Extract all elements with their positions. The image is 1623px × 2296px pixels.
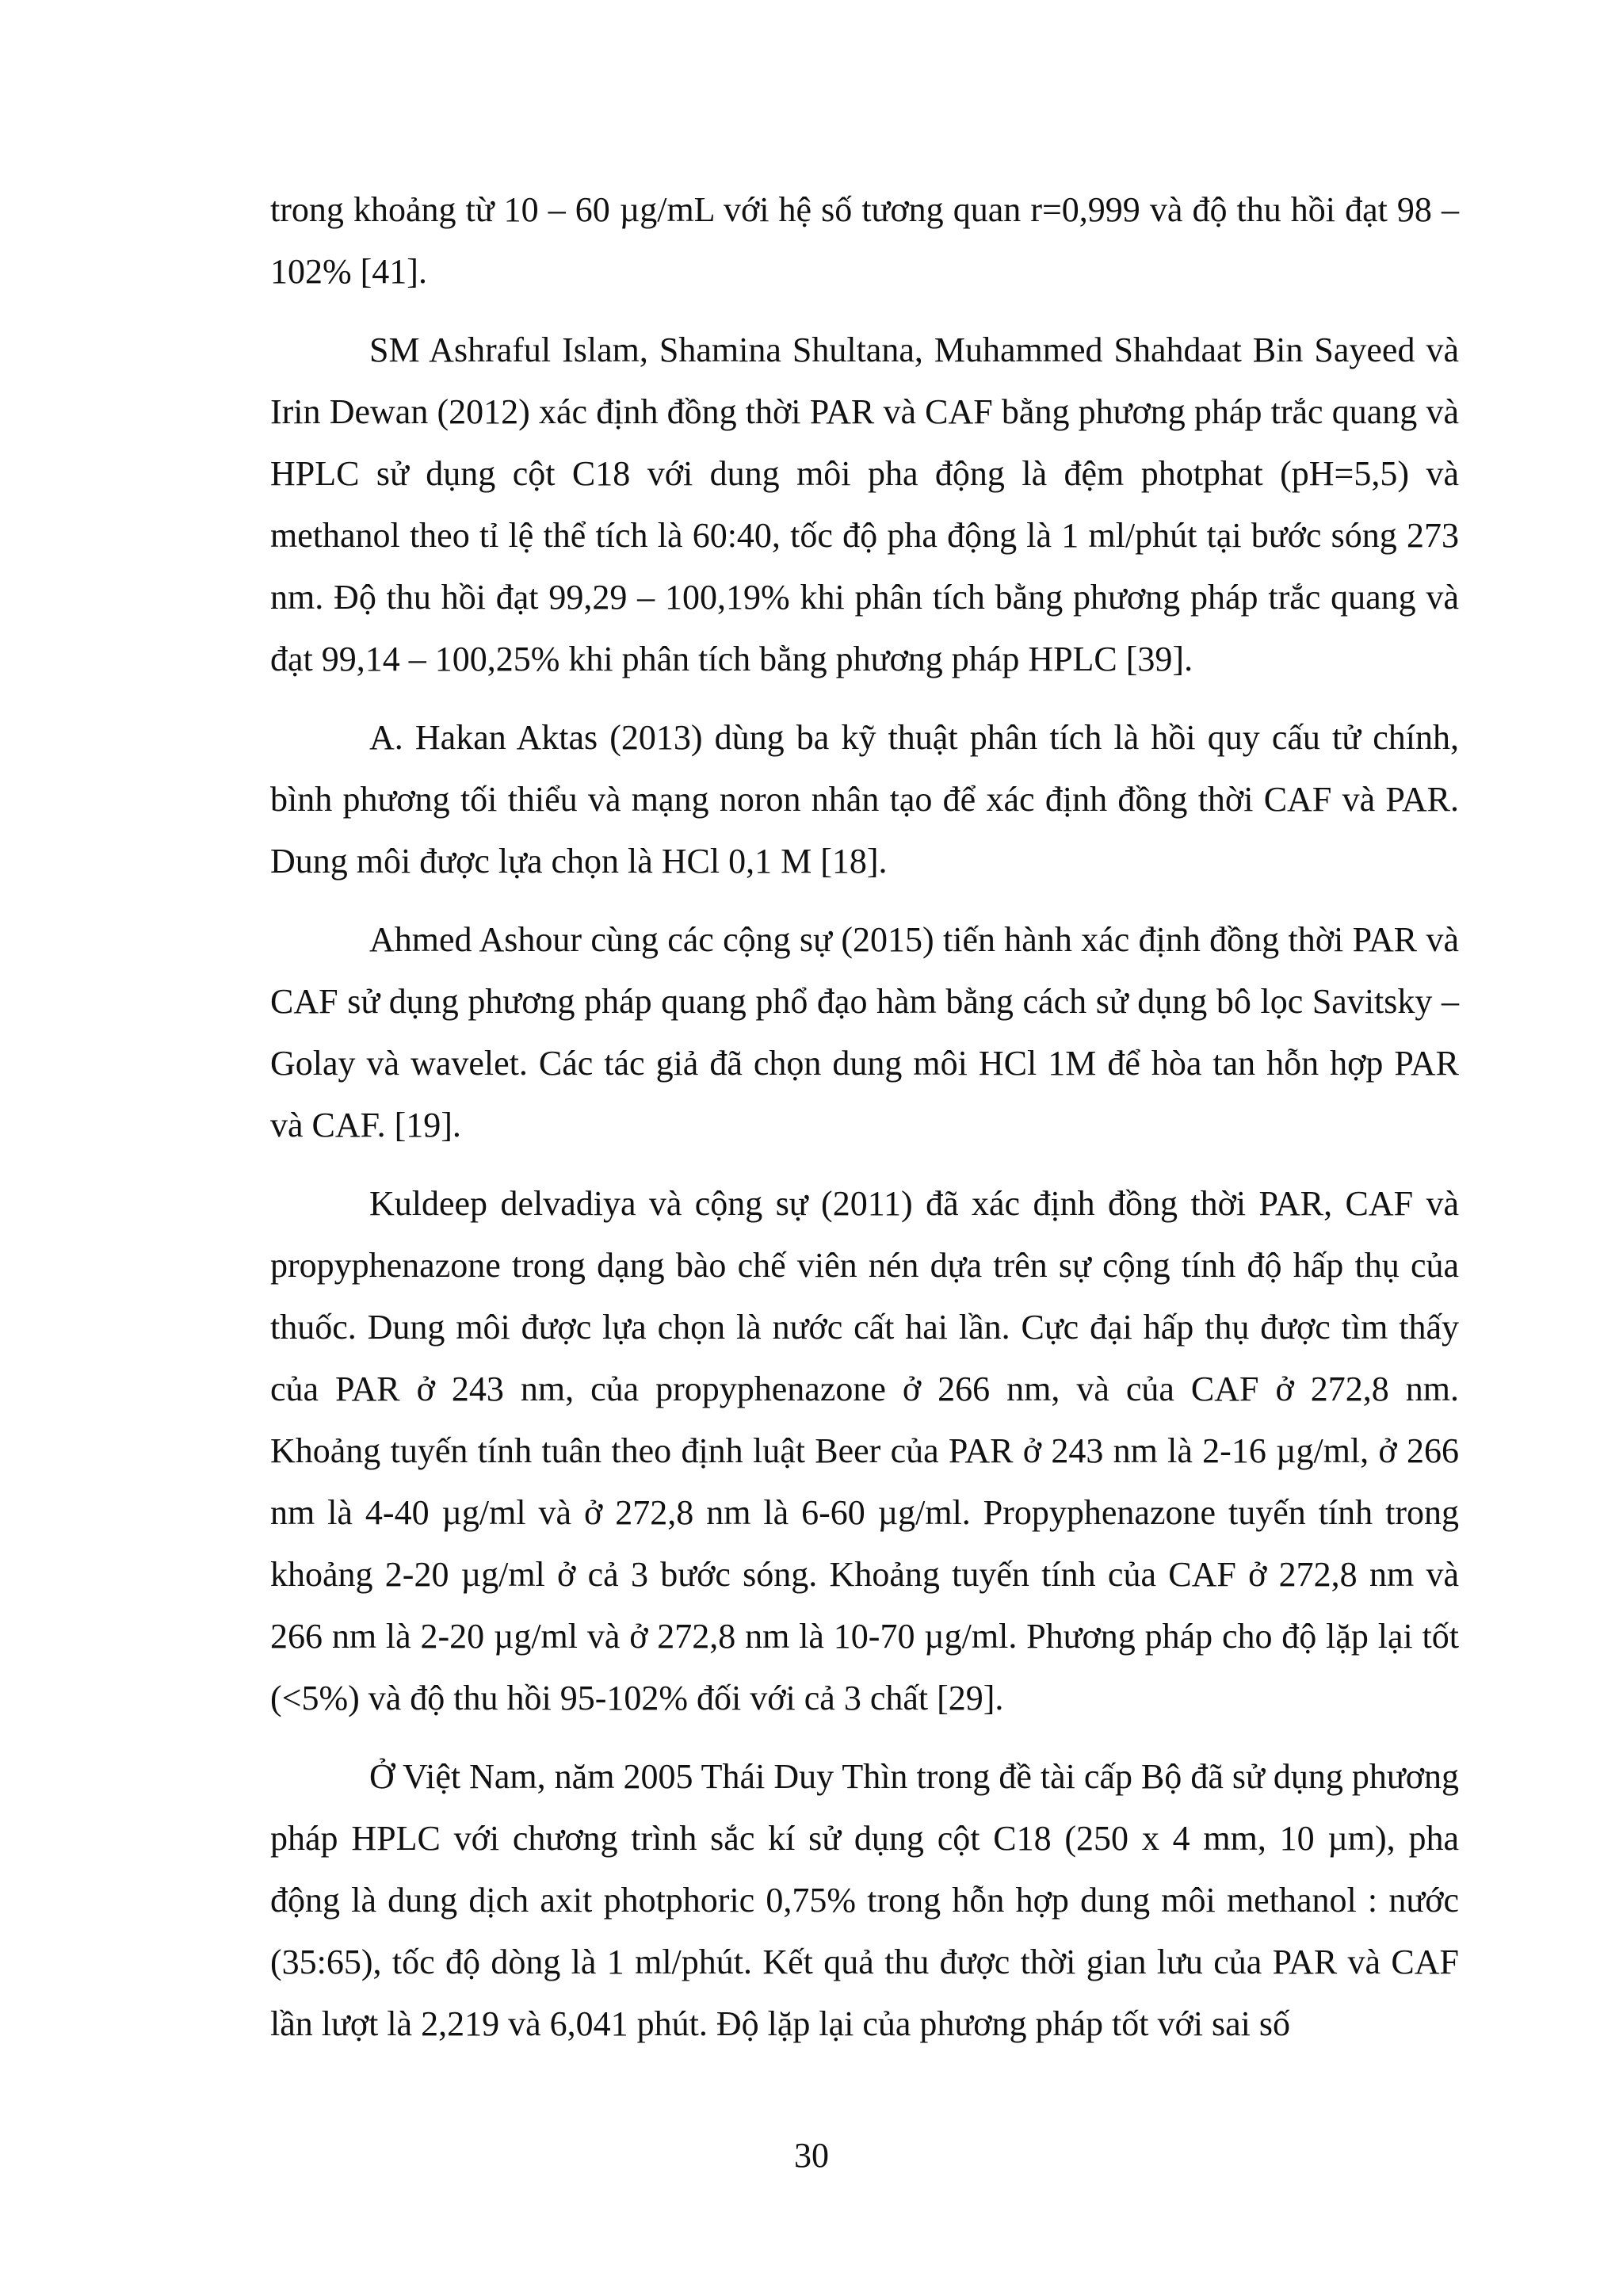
page-number: 30 bbox=[794, 2136, 829, 2175]
paragraph-vietnam-2005: Ở Việt Nam, năm 2005 Thái Duy Thìn trong đề tài cấp Bộ đã sử dụng phương pháp HPLC với chương trình sắc kí sử dụng cột C18 (250 x 4 mm, 10 µm), pha động là dung dịch axit photphoric 0,75% trong hỗn hợp dung môi methanol : nước (35:65), tốc độ dòng là 1 ml/phút. Kết quả thu được thời gian lưu của PAR và CAF lần lượt là 2,219 và 6,041 phút. Độ lặp lại của phương pháp tốt với sai số bbox=[270, 1757, 1459, 2043]
paragraph-continuation: trong khoảng từ 10 – 60 µg/mL với hệ số tương quan r=0,999 và độ thu hồi đạt 98 – 102% [41]. bbox=[270, 190, 1459, 291]
paragraph-aktas-2013: A. Hakan Aktas (2013) dùng ba kỹ thuật phân tích là hồi quy cấu tử chính, bình phương tối thiểu và mạng noron nhân tạo để xác định đồng thời CAF và PAR. Dung môi được lựa chọn là HCl 0,1 M [18]. bbox=[270, 718, 1459, 881]
paragraph-islam-2012: SM Ashraful Islam, Shamina Shultana, Muhammed Shahdaat Bin Sayeed và Irin Dewan (2012) xác định đồng thời PAR và CAF bằng phương pháp trắc quang và HPLC sử dụng cột C18 với dung môi pha động là đệm photphat (pH=5,5) và methanol theo tỉ lệ thể tích là 60:40, tốc độ pha động là 1 ml/phút tại bước sóng 273 nm. Độ thu hồi đạt 99,29 – 100,19% khi phân tích bằng phương pháp trắc quang và đạt 99,14 – 100,25% khi phân tích bằng phương pháp HPLC [39]. bbox=[270, 330, 1459, 678]
paragraph-ashour-2015: Ahmed Ashour cùng các cộng sự (2015) tiến hành xác định đồng thời PAR và CAF sử dụng phương pháp quang phổ đạo hàm bằng cách sử dụng bô lọc Savitsky – Golay và wavelet. Các tác giả đã chọn dung môi HCl 1M để hòa tan hỗn hợp PAR và CAF. [19]. bbox=[270, 920, 1459, 1144]
body-text bbox=[270, 179, 1459, 2055]
paragraph-delvadiya-2011: Kuldeep delvadiya và cộng sự (2011) đã xác định đồng thời PAR, CAF và propyphenazone trong dạng bào chế viên nén dựa trên sự cộng tính độ hấp thụ của thuốc. Dung môi được lựa chọn là nước cất hai lần. Cực đại hấp thụ được tìm thấy của PAR ở 243 nm, của propyphenazone ở 266 nm, và của CAF ở 272,8 nm. Khoảng tuyến tính tuân theo định luật Beer của PAR ở 243 nm là 2-16 µg/ml, ở 266 nm là 4-40 µg/ml và ở 272,8 nm là 6-60 µg/ml. Propyphenazone tuyến tính trong khoảng 2-20 µg/ml ở cả 3 bước sóng. Khoảng tuyến tính của CAF ở 272,8 nm và 266 nm là 2-20 µg/ml và ở 272,8 nm là 10-70 µg/ml. Phương pháp cho độ lặp lại tốt (<5%) và độ thu hồi 95-102% đối với cả 3 chất [29]. bbox=[270, 1184, 1459, 1717]
